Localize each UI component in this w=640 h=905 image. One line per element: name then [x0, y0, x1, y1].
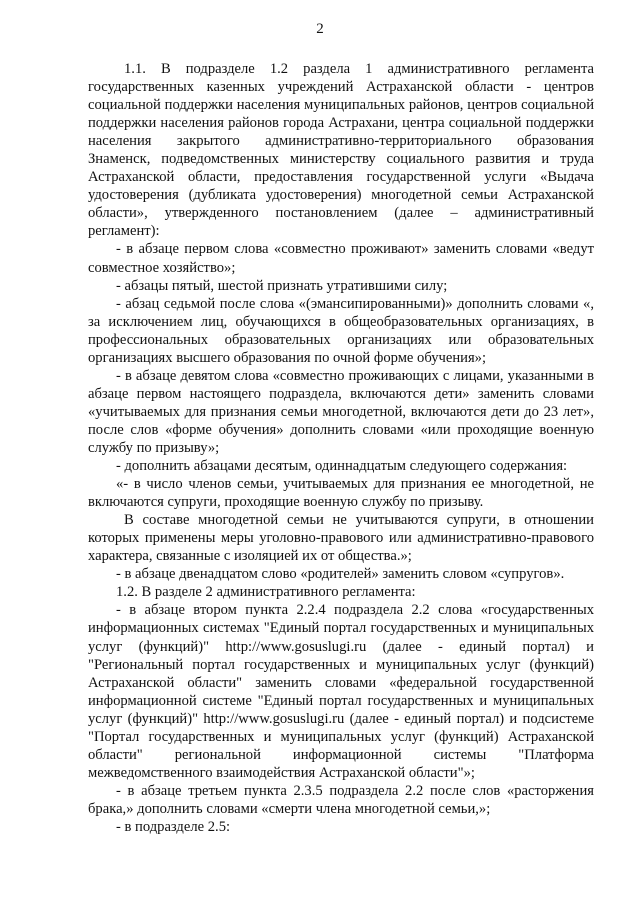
paragraph-item: - в подразделе 2.5: [116, 818, 231, 835]
paragraph-item: - дополнить абзацами десятым, одиннадцатым следующего содержания: [116, 458, 568, 475]
paragraph-item: - в абзаце двенадцатом слово «родителей» заменить словом «супругов». [116, 566, 565, 583]
paragraph-item: - в абзаце девятом слова «совместно проживающих с лицами, указанными в абзаце первом настоящего подраздела, включаются дети» заменить словами «учитываемых для признания семьи многодетной, включаются дети до 23 лет», после слов «форме обучения» дополнить словами «или проходящие военную службу по призыву»; [88, 367, 594, 456]
paragraph-item: - в абзаце третьем пункта 2.3.5 подраздела 2.2 после слов «расторжения брака,» дополнить словами «смерти члена многодетной семьи,»; [88, 782, 594, 817]
page-number: 2 [316, 21, 324, 37]
document-body [88, 60, 594, 836]
paragraph-item: - в абзаце втором пункта 2.2.4 подраздела 2.2 слова «государственных информационных системах "Единый портал государственных и муниципальных услуг (функций)" http://www.gosuslugi.ru (далее - единый портал) и "Региональный портал государственных и муниципальных услуг (функций) Астраханской области" заменить словами «федеральной государственной информационной системе "Единый портал государственных и муниципальных услуг (функций)" http://www.gosuslugi.ru (далее - единый портал) и подсистеме "Портал государственных и муниципальных услуг (функций) Астраханской области" региональной информационной системы "Платформа межведомственного взаимодействия Астраханской области"»; [88, 602, 594, 781]
paragraph-item: - абзац седьмой после слова «(эмансипированными)» дополнить словами «, за исключением лиц, обучающихся в общеобразовательных организациях, в профессиональных образовательных организациях или образовательных организациях высшего образования по очной форме обучения»; [88, 295, 594, 366]
paragraph-1-2: 1.2. В разделе 2 административного регламента: [116, 584, 416, 601]
paragraph-1-1: 1.1. В подразделе 1.2 раздела 1 административного регламента государственных казенных учреждений Астраханской области - центров социальной поддержки населения муниципальных районов, центров социальной поддержки населения районов города Астрахани, центра социальной поддержки населения закрытого административно-территориального образования Знаменск, подведомственных министерству социального развития и труда Астраханской области, предоставления государственной услуги «Выдача удостоверения (дубликата удостоверения) многодетной семьи Астраханской области», утвержденного постановлением (далее – административный регламент): [88, 61, 594, 240]
paragraph-item: «- в число членов семьи, учитываемых для признания ее многодетной, не включаются супруги, проходящие военную службу по призыву. [88, 476, 594, 511]
paragraph-item: В составе многодетной семьи не учитываются супруги, в отношении которых применены меры уголовно-правового или административно-правового характера, связанные с изоляцией их от общества.»; [88, 512, 594, 565]
paragraph-item: - абзацы пятый, шестой признать утратившими силу; [116, 277, 448, 294]
paragraph-item: - в абзаце первом слова «совместно проживают» заменить словами «ведут совместное хозяйство»; [88, 241, 594, 276]
